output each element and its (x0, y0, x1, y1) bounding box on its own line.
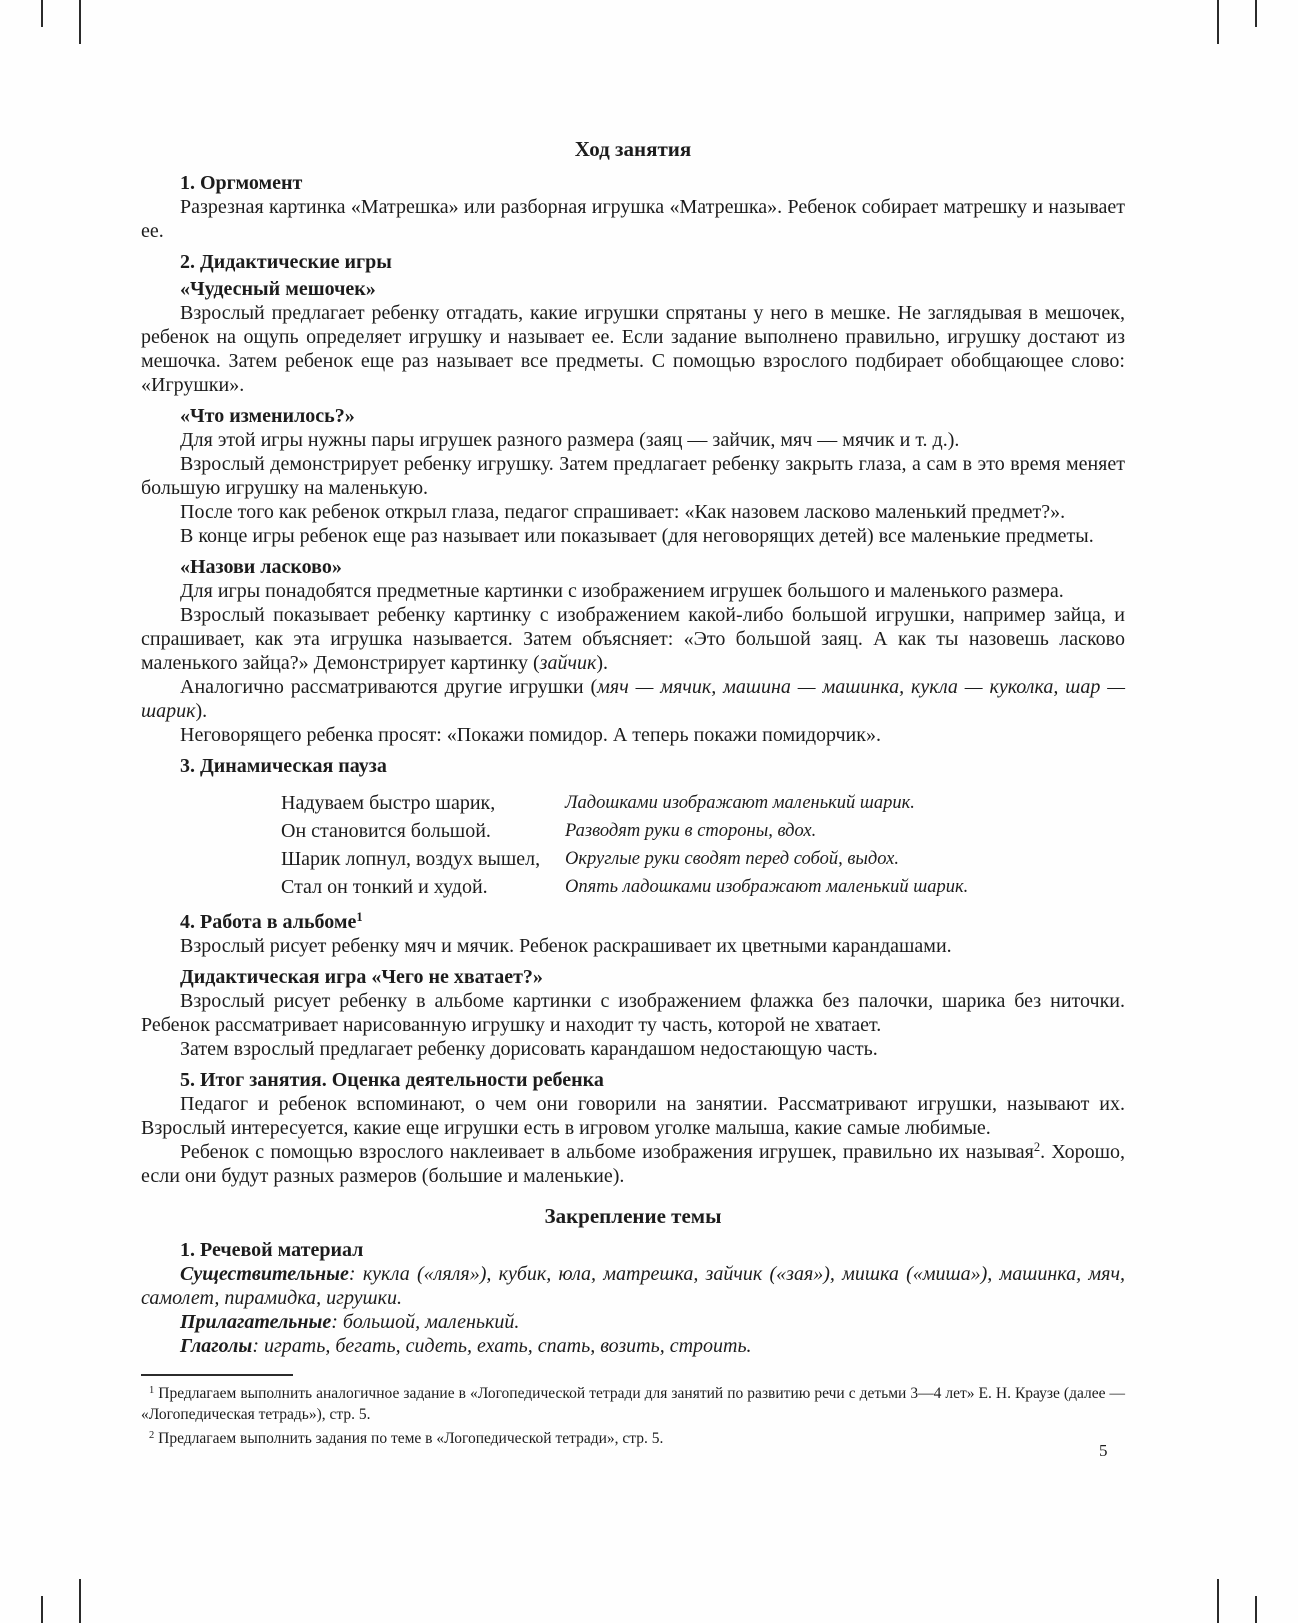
verbs-label: Глаголы (180, 1335, 253, 1357)
verse-action: Округлые руки сводят перед собой, выдох. (565, 849, 899, 869)
heading-lesson-summary: 5. Итог занятия. Оценка деятельности ребенка (180, 1069, 604, 1091)
text-run: ). (596, 652, 609, 674)
text-run: . Хорошо, если они будут разных размеров (большие и маленькие). (141, 1141, 1125, 1187)
paragraph-nouns (141, 1262, 1125, 1310)
footnote-ref-1: 1 (356, 910, 363, 924)
italic-run: : играть, бегать, сидеть, ехать, спать, возить, строить. (252, 1335, 752, 1357)
heading-wonder-bag: «Чудесный мешочек» (180, 278, 376, 300)
italic-run: : кукла («ляля»), кубик, юла, матрешка, зайчик («зая»), мишка («миша»), машинка, мяч, самолет, пирамидка, игрушки. (141, 1263, 1125, 1309)
footnotes-block (141, 1374, 1125, 1449)
italic-run: зайчик (539, 652, 597, 674)
paragraph-what-changed-4: В конце игры ребенок еще раз называет или показывает (для неговорящих детей) все маленькие предметы. (180, 525, 1094, 547)
paragraph-what-changed-2: Взрослый демонстрирует ребенку игрушку. Затем предлагает ребенку закрыть глаза, а сам в это время меняет большую игрушку на маленькую. (141, 453, 1125, 499)
heading-speech-material: 1. Речевой материал (180, 1239, 364, 1261)
paragraph-name-tenderly-2 (141, 603, 1125, 675)
verse-text: Он становится большой. (281, 820, 491, 842)
paragraph-name-tenderly-1: Для игры понадобятся предметные картинки с изображением игрушек большого и маленького размера. (180, 580, 1064, 602)
italic-run: : большой, маленький. (331, 1311, 520, 1333)
italic-run: мяч — мячик, машина — машинка, кукла — куколка, шар — шарик (141, 676, 1125, 722)
crop-mark (79, 0, 81, 44)
paragraph-adjectives (141, 1310, 1125, 1334)
verse-row (281, 845, 1125, 873)
consolidation-title: Закрепление темы (544, 1204, 722, 1228)
adjectives-label: Прилагательные (180, 1311, 332, 1333)
verse-text: Стал он тонкий и худой. (281, 876, 488, 898)
paragraph-what-changed-1: Для этой игры нужны пары игрушек разного размера (заяц — зайчик, мяч — мячик и т. д.). (180, 429, 960, 451)
verse-action: Ладошками изображают маленький шарик. (565, 793, 915, 813)
crop-mark (1255, 1596, 1257, 1623)
crop-mark (1255, 0, 1257, 27)
text-run: ). (195, 700, 208, 722)
page-content (141, 0, 1125, 1358)
text-run: Предлагаем выполнить аналогичное задание в «Логопедической тетради для занятий по развитию речи с детьми 3—4 лет» Е. Н. Краузе (далее — «Логопедическая тетрадь»), стр. 5. (141, 1385, 1125, 1423)
nouns-label: Существительные (180, 1263, 349, 1285)
text-run: 4. Работа в альбоме (180, 911, 357, 933)
paragraph-summary-2 (141, 1140, 1125, 1188)
verse-text: Надуваем быстро шарик, (281, 792, 496, 814)
paragraph-orgmoment: Разрезная картинка «Матрешка» или разборная игрушка «Матрешка». Ребенок собирает матрешку и называет ее. (141, 196, 1125, 242)
paragraph-album-work: Взрослый рисует ребенку мяч и мячик. Ребенок раскрашивает их цветными карандашами. (180, 935, 952, 957)
footnote-mark-1: 1 (149, 1385, 155, 1396)
footnote-1 (141, 1383, 1125, 1425)
paragraph-verbs (141, 1334, 1125, 1358)
lesson-title: Ход занятия (574, 137, 692, 161)
paragraph-summary-1: Педагог и ребенок вспоминают, о чем они говорили на занятии. Рассматривают игрушки, называют их. Взрослый интересуется, какие еще игрушки есть в игровом уголке малыша, какие самые любимые. (141, 1093, 1125, 1139)
crop-mark (1217, 1579, 1219, 1623)
verse-row (281, 817, 1125, 845)
paragraph-whats-missing-1: Взрослый рисует ребенку в альбоме картинки с изображением флажка без палочки, шарика без ниточки. Ребенок рассматривает нарисованную игрушку и находит ту часть, которой не хватает. (141, 990, 1125, 1036)
heading-orgmoment: 1. Оргмомент (180, 172, 303, 194)
page-number: 5 (1099, 1441, 1108, 1460)
paragraph-whats-missing-2: Затем взрослый предлагает ребенку дорисовать карандашом недостающую часть. (180, 1038, 878, 1060)
text-run: Взрослый показывает ребенку картинку с изображением какой-либо большой игрушки, например зайца, и спрашивает, как эта игрушка называется. Затем объясняет: «Это большой заяц. А как ты назовешь ласково маленького зайца?» Демонстрирует картинку ( (141, 604, 1125, 674)
verse-text: Шарик лопнул, воздух вышел, (281, 848, 541, 870)
paragraph-name-tenderly-3 (141, 675, 1125, 723)
crop-mark (79, 1579, 81, 1623)
verse-action: Опять ладошками изображают маленький шарик. (565, 877, 969, 897)
dynamic-pause-verse (281, 789, 1125, 901)
text-run: Ребенок с помощью взрослого наклеивает в альбоме изображения игрушек, правильно их называя (180, 1141, 1034, 1163)
heading-dynamic-pause: 3. Динамическая пауза (180, 755, 387, 777)
paragraph-name-tenderly-4: Неговорящего ребенка просят: «Покажи помидор. А теперь покажи помидорчик». (180, 724, 881, 746)
paragraph-what-changed-3: После того как ребенок открыл глаза, педагог спрашивает: «Как назовем ласково маленький предмет?». (180, 501, 1066, 523)
heading-name-tenderly: «Назови ласково» (180, 556, 342, 578)
footnote-2 (141, 1428, 1125, 1449)
text-run: Предлагаем выполнить задания по теме в «Логопедической тетради», стр. 5. (158, 1430, 664, 1447)
crop-mark (41, 1596, 43, 1623)
crop-mark (1217, 0, 1219, 44)
footnote-ref-2: 2 (1033, 1140, 1041, 1154)
text-run: Аналогично рассматриваются другие игрушки ( (180, 676, 598, 698)
crop-mark (41, 0, 43, 27)
paragraph-wonder-bag: Взрослый предлагает ребенку отгадать, какие игрушки спрятаны у него в мешке. Не заглядывая в мешочек, ребенок на ощупь определяет игрушку и называет ее. Если задание выполнено правильно, игрушку достают из мешочка. Затем ребенок еще раз называет все предметы. С помощью взрослого подбирает обобщающее слово: «Игрушки». (141, 302, 1125, 396)
verse-row (281, 873, 1125, 901)
footnote-divider (141, 1374, 293, 1376)
verse-action: Разводят руки в стороны, вдох. (565, 821, 817, 841)
footnote-mark-2: 2 (149, 1430, 155, 1441)
heading-whats-missing: Дидактическая игра «Чего не хватает?» (180, 966, 543, 988)
heading-didactic-games: 2. Дидактические игры (180, 251, 392, 273)
verse-row (281, 789, 1125, 817)
heading-what-changed: «Что изменилось?» (180, 405, 355, 427)
heading-album-work (141, 910, 1125, 934)
